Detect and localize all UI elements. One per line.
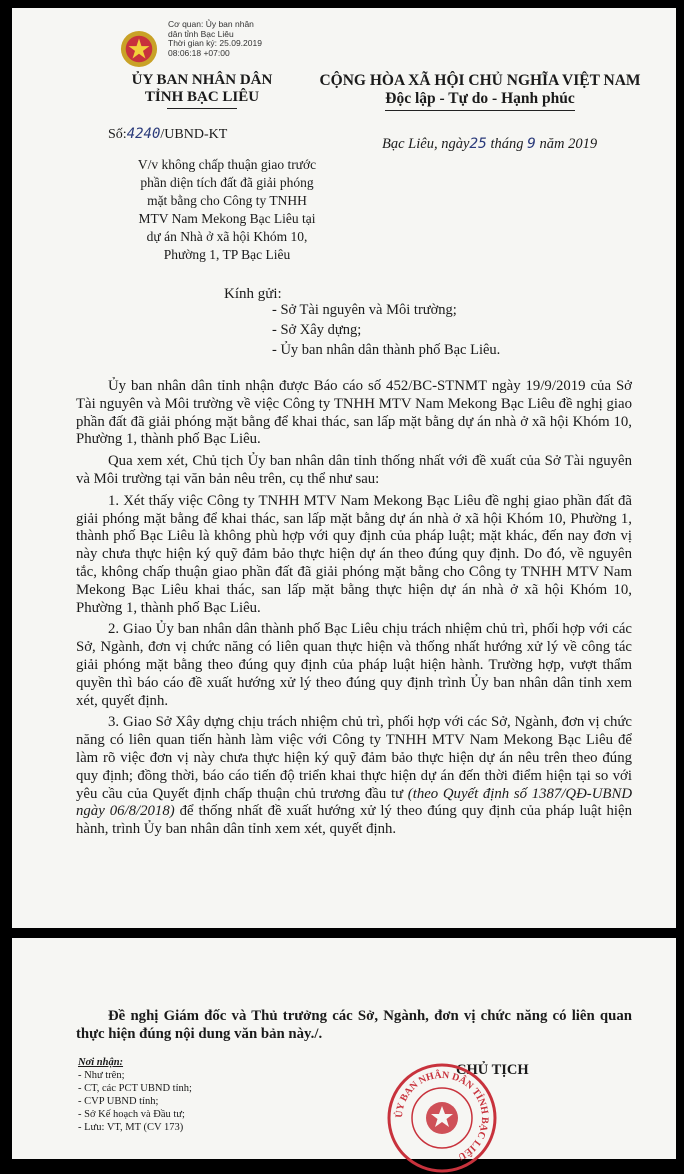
org-line-2: TỈNH BẠC LIÊU	[144, 89, 260, 105]
body-paragraph: Qua xem xét, Chủ tịch Ủy ban nhân dân tỉnh thống nhất với đề xuất của Sở Tài nguyên và Môi trường tại văn bản nêu trên, cụ thể như sau:	[76, 453, 632, 487]
signer-title: CHỦ TỊCH	[456, 1062, 529, 1078]
body-paragraph: 1. Xét thấy việc Công ty TNHH MTV Nam Mekong Bạc Liêu đề nghị giao phần đất đã giải phóng mặt bằng để khai thác, san lấp mặt bằng dự án nhà ở xã hội Khóm 10, Phường 1, thành phố Bạc Liêu là không phù hợp với quy định của pháp luật; mặt khác, đến nay đơn vị này chưa thực hiện ký quỹ đảm bảo thực hiện dự án theo đúng quy định. Do đó, về nguyên tắc, không chấp thuận giao phần đất đã giải phóng mặt bằng cho Công ty TNHH MTV Nam Mekong Bạc Liêu khai thác, san lấp mặt bằng thực hiện dự án nhà ở xã hội Khóm 10, Phường 1, thành phố Bạc Liêu.	[76, 492, 632, 616]
subject-block	[104, 156, 350, 264]
recipient-item: - Sở Xây dựng;	[272, 322, 362, 338]
org-underline	[167, 108, 237, 109]
body-paragraph: Ủy ban nhân dân tỉnh nhận được Báo cáo số 452/BC-STNMT ngày 19/9/2019 của Sở Tài nguyên và Môi trường về việc Công ty TNHH MTV Nam Mekong Bạc Liêu đề nghị giao phần đất đã giải phóng mặt bằng để khai thác, san lấp mặt bằng dự án nhà ở xã hội Khóm 10, Phường 1, thành phố Bạc Liêu.	[76, 378, 632, 448]
body-paragraph: 2. Giao Ủy ban nhân dân thành phố Bạc Liêu chịu trách nhiệm chủ trì, phối hợp với các Sở, Ngành, đơn vị chức năng có liên quan thực hiện và thống nhất hướng xử lý về công tác giải phóng mặt bằng theo đúng quy định của pháp luật hiện hành. Trường hợp, vượt thẩm quyền thì báo cáo đề xuất hướng xử lý theo đúng quy định trình Ủy ban nhân dân tỉnh xem xét, quyết định.	[76, 621, 632, 709]
doc-no-prefix: Số:	[108, 127, 127, 142]
para3-reference: (theo Quyết định số 1387/QĐ-UBND ngày 06/8/2018)	[76, 785, 632, 820]
place-date-prefix: Bạc Liêu, ngày	[382, 136, 470, 152]
month-handwritten: 9	[527, 136, 536, 152]
document-number	[108, 126, 227, 143]
distribution-item: - CVP UBND tỉnh;	[78, 1096, 159, 1107]
para3-lead: 3. Giao Sở Xây dựng chịu trách nhiệm chủ trì, phối hợp với các Sở, Ngành, đơn vị chức năng có liên quan tiến hành làm việc với Công ty TNHH MTV Nam Mekong Bạc Liêu để làm rõ việc đơn vị này chưa thực hiện ký quỹ đảm bảo thực hiện dự án nêu trên theo đúng quy định; đồng thời, báo cáo tiến độ triển khai thực hiện dự án đến thời điểm hiện tại so với yêu cầu của Quyết định chấp thuận chủ trương đầu tư	[76, 714, 632, 802]
org-line-1: ỦY BAN NHÂN DÂN	[131, 72, 273, 88]
doc-no-suffix: /UBND-KT	[160, 127, 228, 142]
subject-line: V/v không chấp thuận giao trước	[137, 157, 317, 172]
distribution-list	[78, 1056, 192, 1134]
seal-text: ỦY BAN NHÂN DÂN TỈNH BẠC LIÊU	[393, 1069, 491, 1163]
distribution-item: - Như trên;	[78, 1070, 125, 1081]
digital-signature-info	[168, 20, 262, 58]
closing-block	[76, 1008, 632, 1048]
place-and-date	[382, 136, 597, 153]
subject-line: dự án Nhà ở xã hội Khóm 10,	[146, 229, 308, 244]
national-heading	[300, 72, 660, 111]
national-emblem-icon	[120, 30, 158, 68]
issuing-organization	[82, 72, 322, 109]
para3-tail: để thống nhất đề xuất hướng xử lý theo đúng quy định của pháp luật hiện hành, trình Ủy ban nhân dân tỉnh xem xét, quyết định.	[76, 803, 632, 838]
body-paragraph-3	[76, 714, 632, 839]
distribution-title: Nơi nhận:	[78, 1057, 124, 1068]
distribution-item: - Sở Kế hoạch và Đầu tư;	[78, 1109, 185, 1120]
recipient-item: - Ủy ban nhân dân thành phố Bạc Liêu.	[272, 342, 501, 358]
doc-no-handwritten: 4240	[126, 126, 161, 142]
sign-org-label-2: dân tỉnh Bạc Liêu	[168, 28, 234, 39]
nation-underline	[385, 110, 575, 111]
document-page-1	[12, 8, 676, 928]
nation-line-1: CỘNG HÒA XÃ HỘI CHỦ NGHĨA VIỆT NAM	[319, 72, 641, 89]
distribution-item: - CT, các PCT UBND tỉnh;	[78, 1083, 192, 1094]
sign-org-label: Cơ quan: Ủy ban nhân	[168, 19, 254, 29]
day-handwritten: 25	[469, 136, 487, 152]
month-word: tháng	[490, 136, 524, 152]
year: năm 2019	[539, 136, 598, 152]
recipient-item: - Sở Tài nguyên và Môi trường;	[272, 302, 457, 318]
subject-line: Phường 1, TP Bạc Liêu	[163, 247, 291, 262]
subject-line: mặt bằng cho Công ty TNHH	[147, 193, 307, 208]
sign-time-value: 08:06:18 +07:00	[168, 47, 230, 58]
closing-text: Đề nghị Giám đốc và Thủ trưởng các Sở, Ngành, đơn vị chức năng có liên quan thực hiện đúng nội dung văn bản này./.	[76, 1008, 632, 1042]
nation-line-2: Độc lập - Tự do - Hạnh phúc	[385, 90, 575, 107]
document-page-2	[12, 938, 676, 1159]
subject-line: phần diện tích đất đã giải phóng	[140, 175, 314, 190]
greeting: Kính gửi:	[224, 286, 282, 302]
official-seal-icon	[386, 1062, 498, 1174]
sign-time-label: Thời gian ký: 25.09.2019	[168, 38, 262, 48]
subject-line: MTV Nam Mekong Bạc Liêu tại	[138, 211, 316, 226]
letter-body	[76, 378, 632, 843]
distribution-item: - Lưu: VT, MT (CV 173)	[78, 1122, 184, 1133]
